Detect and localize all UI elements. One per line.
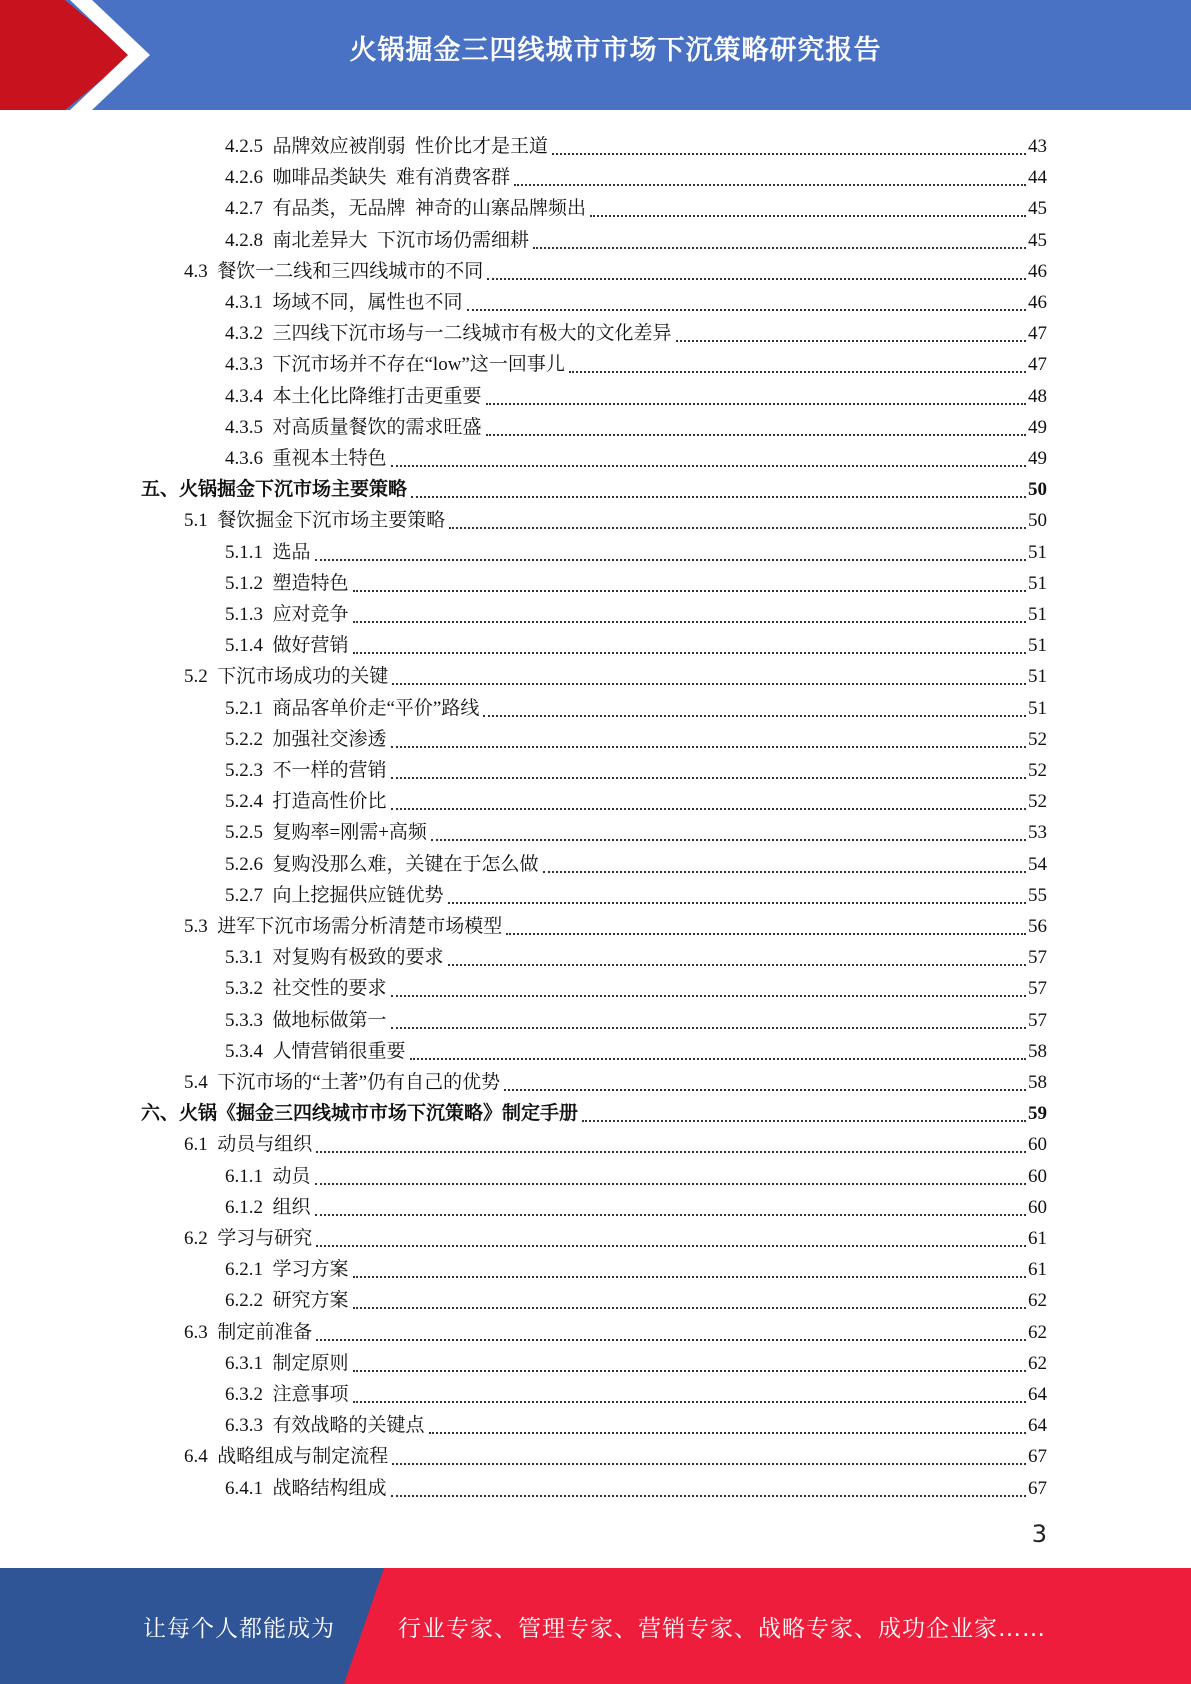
toc-entry-page: 45 — [1028, 229, 1047, 251]
toc-entry[interactable] — [225, 1282, 1047, 1313]
toc-entry[interactable] — [184, 1314, 1047, 1345]
toc-entry-page: 45 — [1028, 198, 1047, 220]
toc-entry-title: 6.3.3 有效战略的关键点 — [225, 1415, 425, 1437]
toc-entry-title: 5.3.1 对复购有极致的要求 — [225, 947, 444, 969]
toc-entry-page: 62 — [1028, 1352, 1047, 1374]
footer-slogan-right: 行业专家、管理专家、营销专家、战略专家、成功企业家…… — [398, 1616, 1046, 1642]
toc-entry-title: 5.1.2 塑造特色 — [225, 572, 349, 594]
toc-leader-dots — [514, 184, 1026, 186]
toc-entry[interactable] — [141, 1095, 1047, 1126]
toc-entry-page: 51 — [1028, 666, 1047, 688]
toc-entry[interactable] — [225, 939, 1047, 970]
toc-entry[interactable] — [141, 471, 1047, 502]
page-number: 3 — [1031, 1520, 1047, 1548]
toc-entry-title: 5.2.6 复购没那么难，关键在于怎么做 — [225, 853, 539, 875]
toc-leader-dots — [483, 715, 1026, 717]
toc-entry[interactable] — [184, 1438, 1047, 1469]
toc-entry-page: 52 — [1028, 728, 1047, 750]
toc-entry-title: 6.3.1 制定原则 — [225, 1352, 349, 1374]
toc-leader-dots — [353, 1370, 1026, 1372]
toc-entry-page: 61 — [1028, 1228, 1047, 1249]
toc-entry[interactable] — [225, 1251, 1047, 1282]
toc-entry-title: 4.3.3 下沉市场并不存在“low”这一回事儿 — [225, 354, 565, 376]
toc-entry[interactable] — [225, 222, 1047, 253]
toc-entry[interactable] — [225, 1470, 1047, 1501]
toc-entry-title: 六、火锅《掘金三四线城市市场下沉策略》制定手册 — [141, 1103, 579, 1125]
toc-entry[interactable] — [225, 721, 1047, 752]
toc-entry[interactable] — [225, 627, 1047, 658]
toc-leader-dots — [569, 371, 1026, 373]
toc-leader-dots — [353, 1401, 1026, 1403]
toc-entry-page: 51 — [1028, 541, 1047, 563]
toc-entry-title: 4.3 餐饮一二线和三四线城市的不同 — [184, 260, 484, 282]
toc-entry-page: 56 — [1028, 916, 1047, 937]
toc-entry-page: 51 — [1028, 604, 1047, 625]
toc-leader-dots — [449, 527, 1026, 529]
toc-entry[interactable] — [225, 190, 1047, 221]
toc-entry[interactable] — [225, 1158, 1047, 1189]
toc-entry-page: 62 — [1028, 1321, 1047, 1343]
toc-entry[interactable] — [225, 378, 1047, 409]
toc-entry[interactable] — [225, 846, 1047, 877]
toc-entry-title: 4.3.2 三四线下沉市场与一二线城市有极大的文化差异 — [225, 323, 672, 345]
toc-leader-dots — [543, 871, 1026, 873]
toc-entry[interactable] — [225, 315, 1047, 346]
toc-entry-page: 60 — [1028, 1134, 1047, 1156]
toc-entry-title: 5.2.3 不一样的营销 — [225, 760, 387, 781]
toc-entry-title: 4.3.6 重视本土特色 — [225, 448, 387, 469]
toc-leader-dots — [467, 309, 1026, 311]
toc-entry-page: 54 — [1028, 853, 1047, 875]
toc-entry-page: 60 — [1028, 1196, 1047, 1218]
toc-entry[interactable] — [184, 1064, 1047, 1095]
toc-entry-page: 58 — [1028, 1040, 1047, 1062]
toc-leader-dots — [582, 1120, 1026, 1122]
toc-entry-title: 4.2.5 品牌效应被削弱 性价比才是王道 — [225, 136, 549, 157]
toc-leader-dots — [486, 434, 1026, 436]
toc-entry-title: 4.2.7 有品类，无品牌 神奇的山寨品牌频出 — [225, 198, 587, 220]
toc-entry-title: 5.1.1 选品 — [225, 541, 311, 563]
toc-leader-dots — [392, 1463, 1026, 1465]
toc-entry-title: 5.2.2 加强社交渗透 — [225, 728, 387, 750]
toc-entry-page: 51 — [1028, 635, 1047, 657]
toc-entry-title: 6.1.1 动员 — [225, 1165, 311, 1187]
toc-entry-title: 6.4.1 战略结构组成 — [225, 1477, 387, 1499]
toc-entry[interactable] — [225, 690, 1047, 721]
toc-entry-title: 4.2.6 咖啡品类缺失 难有消费客群 — [225, 167, 511, 189]
toc-leader-dots — [353, 1276, 1026, 1278]
toc-entry-page: 64 — [1028, 1384, 1047, 1405]
toc-entry-page: 55 — [1028, 884, 1047, 906]
toc-entry-title: 6.3.2 注意事项 — [225, 1384, 349, 1405]
toc-entry-title: 6.2.1 学习方案 — [225, 1259, 349, 1281]
toc-leader-dots — [391, 746, 1026, 748]
toc-entry-title: 5.1.3 应对竞争 — [225, 604, 349, 625]
toc-leader-dots — [391, 1027, 1026, 1029]
toc-entry-page: 50 — [1028, 510, 1047, 532]
toc-leader-dots — [429, 1432, 1026, 1434]
toc-leader-dots — [411, 496, 1026, 498]
toc-entry-title: 5.2.4 打造高性价比 — [225, 791, 387, 813]
toc-entry[interactable] — [225, 440, 1047, 471]
toc-entry-title: 5.3.3 做地标做第一 — [225, 1009, 387, 1031]
toc-entry-title: 4.2.8 南北差异大 下沉市场仍需细耕 — [225, 229, 530, 251]
toc-entry-page: 52 — [1028, 760, 1047, 781]
toc-entry[interactable] — [225, 970, 1047, 1001]
toc-leader-dots — [431, 839, 1026, 841]
page-footer — [0, 1568, 1191, 1684]
toc-leader-dots — [391, 808, 1026, 810]
toc-entry-title: 4.3.4 本土化比降维打击更重要 — [225, 385, 482, 407]
toc-entry-page: 47 — [1028, 354, 1047, 376]
toc-leader-dots — [410, 1058, 1026, 1060]
toc-leader-dots — [353, 652, 1026, 654]
toc-leader-dots — [391, 777, 1026, 779]
toc-leader-dots — [391, 1495, 1026, 1497]
toc-leader-dots — [315, 1214, 1026, 1216]
toc-entry-page: 62 — [1028, 1290, 1047, 1312]
toc-entry-title: 5.1.4 做好营销 — [225, 635, 349, 657]
toc-leader-dots — [448, 902, 1026, 904]
toc-entry-title: 5.2 下沉市场成功的关键 — [184, 666, 389, 688]
toc-leader-dots — [590, 215, 1026, 217]
toc-leader-dots — [391, 465, 1026, 467]
page-header — [0, 0, 1191, 110]
toc-entry-page: 44 — [1028, 167, 1047, 189]
toc-entry-title: 5.2.7 向上挖掘供应链优势 — [225, 884, 444, 906]
toc-entry-title: 4.3.5 对高质量餐饮的需求旺盛 — [225, 416, 482, 438]
toc-entry-page: 57 — [1028, 1009, 1047, 1031]
toc-entry[interactable] — [225, 565, 1047, 596]
toc-leader-dots — [448, 964, 1026, 966]
toc-entry[interactable] — [225, 1002, 1047, 1033]
toc-entry-page: 47 — [1028, 323, 1047, 345]
toc-leader-dots — [353, 590, 1026, 592]
toc-entry-title: 5.3.4 人情营销很重要 — [225, 1040, 406, 1062]
toc-entry-page: 67 — [1028, 1446, 1047, 1468]
toc-entry[interactable] — [225, 1189, 1047, 1220]
toc-entry-title: 6.2.2 研究方案 — [225, 1290, 349, 1312]
toc-entry-title: 5.2.1 商品客单价走“平价”路线 — [225, 697, 480, 719]
toc-leader-dots — [316, 1151, 1026, 1153]
toc-leader-dots — [506, 933, 1026, 935]
toc-leader-dots — [353, 621, 1026, 623]
toc-entry[interactable] — [225, 596, 1047, 627]
toc-entry-title: 5.4 下沉市场的“土著”仍有自己的优势 — [184, 1072, 501, 1093]
toc-leader-dots — [504, 1089, 1026, 1091]
toc-entry[interactable] — [225, 128, 1047, 159]
toc-entry-title: 6.4 战略组成与制定流程 — [184, 1446, 389, 1468]
toc-entry-page: 49 — [1028, 416, 1047, 438]
toc-entry-page: 61 — [1028, 1259, 1047, 1281]
toc-leader-dots — [676, 340, 1026, 342]
toc-entry-page: 59 — [1028, 1103, 1047, 1125]
toc-entry[interactable] — [225, 783, 1047, 814]
toc-entry[interactable] — [184, 658, 1047, 689]
toc-entry[interactable] — [184, 253, 1047, 284]
toc-entry-page: 60 — [1028, 1165, 1047, 1187]
toc-entry[interactable] — [225, 284, 1047, 315]
toc-entry-page: 64 — [1028, 1415, 1047, 1437]
toc-entry-page: 51 — [1028, 572, 1047, 594]
toc-entry-page: 48 — [1028, 385, 1047, 407]
toc-entry-title: 5.3.2 社交性的要求 — [225, 978, 387, 1000]
toc-entry[interactable] — [225, 534, 1047, 565]
toc-entry-page: 46 — [1028, 292, 1047, 313]
footer-slogan-left: 让每个人都能成为 — [143, 1616, 335, 1642]
toc-entry-page: 53 — [1028, 822, 1047, 844]
toc-entry-title: 五、火锅掘金下沉市场主要策略 — [141, 479, 408, 501]
toc-entry-page: 52 — [1028, 791, 1047, 813]
toc-leader-dots — [486, 403, 1026, 405]
toc-entry[interactable] — [225, 159, 1047, 190]
toc-entry-title: 5.2.5 复购率=刚需+高频 — [225, 822, 427, 844]
toc-leader-dots — [391, 995, 1026, 997]
toc-leader-dots — [392, 683, 1026, 685]
toc-entry[interactable] — [184, 502, 1047, 533]
header-title: 火锅掘金三四线城市市场下沉策略研究报告 — [349, 35, 882, 66]
toc-leader-dots — [316, 1339, 1026, 1341]
toc-entry[interactable] — [225, 752, 1047, 783]
toc-leader-dots — [353, 1307, 1026, 1309]
toc-entry[interactable] — [225, 1407, 1047, 1438]
toc-leader-dots — [316, 1245, 1026, 1247]
toc-entry-title: 5.1 餐饮掘金下沉市场主要策略 — [184, 510, 446, 532]
toc-entry[interactable] — [184, 1220, 1047, 1251]
toc-entry-page: 58 — [1028, 1072, 1047, 1093]
toc-leader-dots — [533, 247, 1026, 249]
toc-leader-dots — [552, 153, 1026, 155]
toc-entry[interactable] — [225, 1033, 1047, 1064]
toc-entry[interactable] — [225, 877, 1047, 908]
toc-leader-dots — [315, 559, 1026, 561]
toc-entry-page: 57 — [1028, 978, 1047, 1000]
toc-entry-title: 6.1 动员与组织 — [184, 1134, 313, 1156]
toc-entry-page: 46 — [1028, 260, 1047, 282]
toc-entry-title: 6.3 制定前准备 — [184, 1321, 313, 1343]
toc-entry-page: 67 — [1028, 1477, 1047, 1499]
toc-entry[interactable] — [225, 814, 1047, 845]
toc-entry[interactable] — [184, 908, 1047, 939]
toc-entry-title: 4.3.1 场域不同，属性也不同 — [225, 292, 463, 313]
toc-entry[interactable] — [225, 1345, 1047, 1376]
toc-entry[interactable] — [225, 346, 1047, 377]
toc-entry[interactable] — [225, 409, 1047, 440]
toc-entry-title: 6.1.2 组织 — [225, 1196, 311, 1218]
toc-entry[interactable] — [225, 1376, 1047, 1407]
toc-entry[interactable] — [184, 1126, 1047, 1157]
toc-entry-page: 51 — [1028, 697, 1047, 719]
toc-leader-dots — [487, 278, 1026, 280]
toc-entry-page: 57 — [1028, 947, 1047, 969]
toc-entry-title: 6.2 学习与研究 — [184, 1228, 313, 1249]
toc-entry-page: 49 — [1028, 448, 1047, 469]
toc-leader-dots — [315, 1183, 1026, 1185]
toc-entry-title: 5.3 进军下沉市场需分析清楚市场模型 — [184, 916, 503, 937]
toc-entry-page: 43 — [1028, 136, 1047, 157]
toc-entry-page: 50 — [1028, 479, 1047, 501]
